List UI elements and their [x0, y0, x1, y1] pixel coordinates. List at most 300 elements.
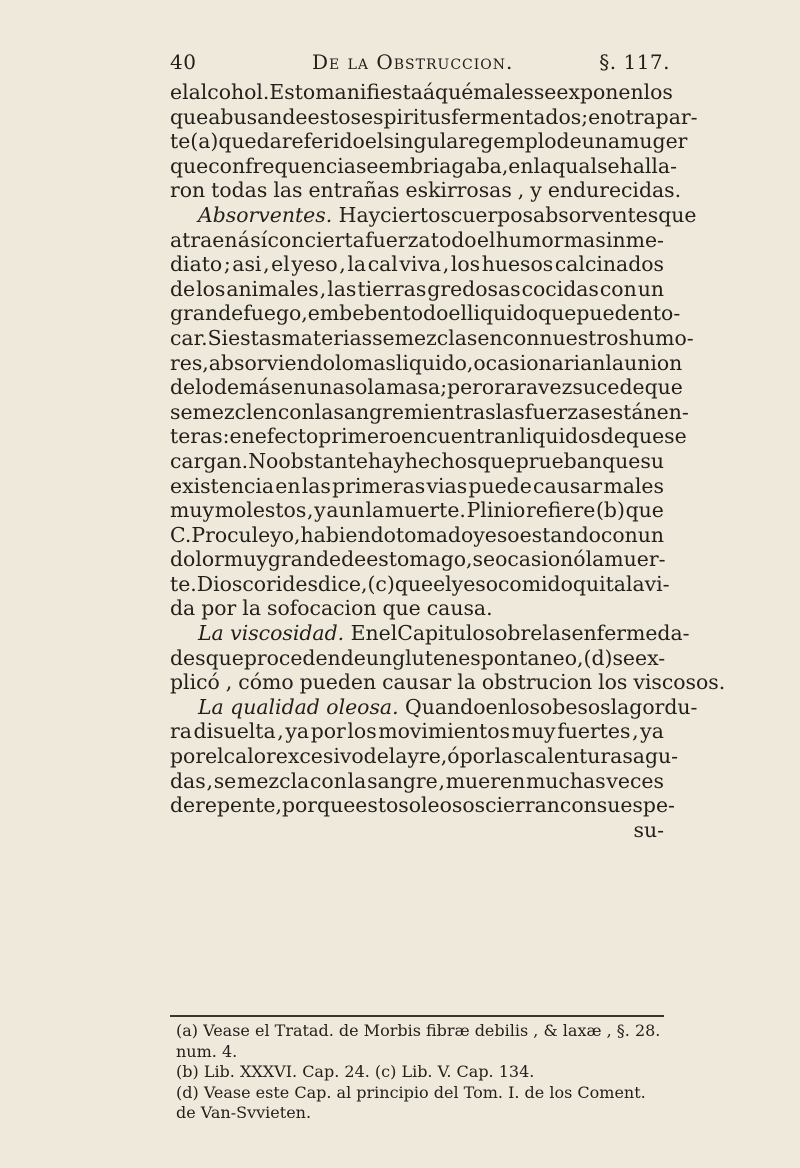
word: á [237, 227, 250, 252]
word: gredosas [427, 276, 521, 301]
word: en [588, 104, 614, 129]
word: la [605, 350, 625, 375]
word: gordu- [629, 694, 698, 719]
word: atraen [170, 227, 238, 252]
page-header [170, 50, 670, 82]
word: otra [613, 104, 656, 129]
word: en [485, 694, 511, 719]
word: la [457, 670, 476, 695]
word: que [625, 498, 664, 523]
word: singular [383, 129, 469, 154]
text-line [170, 277, 664, 302]
word: masa [386, 375, 441, 400]
word: que [477, 448, 516, 473]
word: que [538, 301, 577, 326]
word: á [422, 80, 436, 104]
text-line [170, 547, 664, 572]
italic-lead-in: Absorventes. [198, 202, 333, 227]
word: cierta [304, 227, 365, 252]
word: (d) [583, 645, 613, 670]
running-head: De la Obstruccion. [312, 50, 514, 74]
word: pero [447, 375, 495, 400]
word: , [466, 547, 473, 572]
word: alcohol. [188, 80, 270, 104]
word: muchas [525, 768, 606, 793]
word: (a) [190, 129, 219, 154]
word: con [559, 793, 597, 818]
footnotes [176, 1021, 664, 1124]
word: , [442, 252, 450, 277]
word: , [501, 153, 509, 178]
word: estando [519, 522, 601, 547]
word: que [644, 375, 683, 400]
word: movimientos [378, 719, 510, 744]
word: Plinio [466, 498, 526, 523]
word: pueden [299, 670, 377, 695]
text-line [170, 424, 687, 449]
word: exponen [556, 80, 644, 104]
word: , [440, 744, 448, 769]
word: se [597, 153, 620, 178]
word: ocasionó [495, 547, 586, 572]
word: car. [170, 325, 208, 350]
word: su [640, 448, 664, 473]
text-line [170, 301, 681, 326]
word: muy [511, 719, 556, 744]
word: lo [195, 375, 214, 400]
word: par- [655, 104, 698, 129]
word: el [271, 252, 290, 277]
text-line [170, 178, 682, 203]
word: primeras [332, 473, 426, 498]
footnote-line: (d) Vease este Cap. al principio del Tom. I. de los Coment. [176, 1082, 646, 1102]
word: habiendo [300, 522, 396, 547]
word: los [196, 276, 226, 301]
word: , [577, 645, 584, 670]
word: la [610, 694, 630, 719]
word: humo- [628, 325, 694, 350]
word: Proculeyo [191, 522, 295, 547]
word: (b) [595, 498, 625, 523]
word: aun [326, 498, 365, 523]
word: las [301, 473, 331, 498]
text-line [170, 104, 698, 130]
word: las [494, 744, 524, 769]
word: oleosos [408, 793, 486, 818]
word: No [248, 448, 279, 473]
word: la [365, 498, 385, 523]
word: males [473, 80, 534, 104]
word: porque [281, 793, 356, 818]
word: males [603, 473, 664, 498]
word: espontaneo [458, 645, 578, 670]
page-number: 40 [170, 50, 197, 74]
word: calcinados [554, 252, 664, 277]
word: veces [606, 768, 664, 793]
word: Dioscorides [196, 571, 318, 596]
word: grande [267, 547, 342, 572]
word: con [267, 227, 305, 252]
word: , [202, 350, 209, 375]
word: animales [226, 276, 319, 301]
footnote-line: de Van-Svvieten. [176, 1103, 312, 1122]
word: en- [656, 399, 689, 424]
word: ; [581, 104, 589, 129]
word: cómo [238, 670, 294, 695]
word: su- [633, 817, 664, 842]
word: existencia [170, 473, 275, 498]
word: tierras [357, 276, 427, 301]
word: se [213, 768, 237, 793]
word: por [170, 744, 206, 769]
word: Hay [332, 202, 381, 227]
word: C. [170, 522, 192, 547]
word: frequencia [245, 153, 356, 178]
word: mezclen [192, 399, 278, 424]
text-line [170, 818, 664, 843]
text-line [170, 129, 688, 154]
word: tomado [395, 522, 474, 547]
text-line [170, 523, 664, 548]
section-number: §. 117. [599, 50, 670, 74]
word: con [502, 325, 540, 350]
word: en [229, 424, 255, 449]
word: inme- [605, 227, 664, 252]
word: huesos [481, 252, 554, 277]
word: , [360, 571, 368, 596]
word: sobre [484, 621, 543, 646]
word: : [222, 424, 230, 449]
word: hay [367, 448, 405, 473]
word: causar [533, 473, 603, 498]
word: la [625, 571, 645, 596]
word: das [170, 768, 206, 793]
word: prueban [515, 448, 603, 473]
word: asi [232, 252, 262, 277]
word: muerte. [384, 498, 466, 523]
word: estas [228, 325, 282, 350]
word: fuertes [557, 719, 631, 744]
word: se [472, 547, 496, 572]
word: mas [563, 227, 606, 252]
word: por [310, 719, 346, 744]
word: que [382, 596, 421, 621]
word: , [294, 522, 301, 547]
word: , [339, 252, 346, 277]
word: fuerza [365, 227, 431, 252]
text-line [170, 252, 664, 277]
word: espiritus [360, 104, 452, 129]
word: la [314, 399, 334, 424]
word: de [170, 375, 196, 400]
word: vez [538, 375, 573, 400]
word: (c) [367, 571, 395, 596]
word: están [600, 399, 657, 424]
word: liquidos [519, 424, 601, 449]
word: se [664, 424, 687, 449]
word: diato [170, 252, 223, 277]
word: da [170, 596, 196, 621]
word: yeso [291, 252, 338, 277]
word: vi- [644, 571, 670, 596]
word: las [542, 621, 572, 646]
word: todo [402, 301, 449, 326]
word: los [450, 252, 481, 277]
word: te [170, 129, 191, 154]
text-line [170, 719, 664, 744]
word: encuentran [401, 424, 520, 449]
word: mezcla [237, 768, 310, 793]
word: se [372, 325, 395, 350]
word: que [625, 424, 665, 449]
word: Quando [398, 694, 486, 719]
word: ya [640, 719, 664, 744]
word: de [600, 424, 626, 449]
word: cierran [485, 793, 560, 818]
word: excesivo [275, 744, 364, 769]
text-line [170, 228, 664, 253]
word: abusan [208, 104, 283, 129]
word: de [282, 104, 308, 129]
word: un [637, 276, 664, 301]
word: union [624, 350, 683, 375]
word: mientras [403, 399, 496, 424]
word: muger [620, 129, 688, 154]
word: , [319, 276, 327, 301]
word: En [344, 621, 379, 646]
word: plicó [170, 670, 220, 695]
word: viscosos. [633, 670, 726, 695]
word: el [205, 744, 224, 769]
word: , [277, 719, 284, 744]
word: qué [435, 80, 474, 104]
word: lo [335, 350, 354, 375]
text-line [170, 325, 694, 351]
word: egemplo [468, 129, 557, 154]
word: embeben [307, 301, 403, 326]
word: Capitulo [397, 621, 485, 646]
word: , [275, 793, 282, 818]
word: un [637, 522, 665, 547]
word: por [201, 596, 237, 621]
word: disuelta [193, 719, 276, 744]
word: eskirrosas [405, 178, 512, 203]
word: de [170, 276, 196, 301]
word: res [170, 350, 203, 375]
word: por [459, 744, 495, 769]
word: que [394, 571, 434, 596]
text-line [170, 744, 679, 769]
italic-lead-in: La viscosidad. [198, 621, 345, 646]
text-line [170, 80, 673, 105]
word: en [508, 153, 534, 178]
word: cargan. [170, 448, 249, 473]
word: estomago [366, 547, 467, 572]
word: con [277, 399, 315, 424]
word: proceden [243, 645, 341, 670]
word: se [355, 153, 379, 178]
word: vias [426, 473, 468, 498]
word: de [341, 547, 367, 572]
word: sangre [333, 399, 404, 424]
word: ; [223, 252, 231, 277]
text-line [170, 498, 664, 523]
word: muy [223, 547, 268, 572]
word: causar [382, 670, 452, 695]
word: los [510, 694, 540, 719]
word: liquido [395, 350, 467, 375]
word: las [273, 178, 303, 203]
word: nuestros [539, 325, 629, 350]
word: yeso [473, 522, 520, 547]
word: se [170, 399, 193, 424]
word: embriagaba [378, 153, 502, 178]
word: obstrucion [481, 670, 593, 695]
word: hechos [404, 448, 478, 473]
word: Esto [269, 80, 316, 104]
word: queda [218, 129, 282, 154]
word: humor [495, 227, 564, 252]
word: referido [281, 129, 365, 154]
word: enfermeda- [571, 621, 690, 646]
word: ; [440, 375, 448, 400]
word: muy [170, 498, 214, 523]
word: ron [170, 178, 206, 203]
word: materias [281, 325, 373, 350]
word: y [530, 178, 542, 203]
word: mezclasen [394, 325, 503, 350]
footnote-line: (a) Vease el Tratad. de Morbis fibræ debilis , & laxæ , §. 28. [176, 1021, 661, 1040]
word: dice [317, 571, 361, 596]
word: con [208, 153, 246, 178]
italic-lead-in: La qualidad oleosa. [198, 694, 399, 719]
text-line [170, 375, 683, 400]
word: ayre [395, 744, 441, 769]
word: , [466, 350, 474, 375]
word: su [596, 793, 621, 818]
word: te. [170, 571, 197, 596]
word: gluten [392, 645, 459, 670]
word: que [602, 448, 641, 473]
text-line [170, 646, 664, 671]
word: grande [170, 301, 244, 326]
text-line [170, 153, 677, 179]
word: los [643, 80, 673, 104]
word: liquido [466, 301, 539, 326]
word: sola [344, 375, 387, 400]
word: , [438, 768, 445, 793]
word: absorviendo [208, 350, 336, 375]
word: fuego [243, 301, 302, 326]
word: calenturas [523, 744, 633, 769]
word: quita [572, 571, 626, 596]
text-line [170, 621, 690, 646]
word: , [517, 178, 525, 203]
text-line [170, 670, 726, 695]
word: el [433, 571, 452, 596]
word: teras [170, 424, 223, 449]
word: ocasionarian [473, 350, 606, 375]
word: viva [399, 252, 442, 277]
word: sangre [367, 768, 438, 793]
word: un [365, 645, 393, 670]
word: las [495, 399, 525, 424]
text-line [170, 399, 689, 425]
text-line [170, 202, 697, 228]
word: yeso [451, 571, 498, 596]
word: ya [285, 719, 310, 744]
text-line [170, 449, 664, 474]
word: con [600, 522, 638, 547]
word: cuerpos [450, 202, 534, 227]
word: todo [430, 227, 477, 252]
word: ó [447, 744, 460, 769]
word: que [205, 645, 244, 670]
text-line [170, 571, 670, 597]
word: del [363, 744, 396, 769]
word: el [448, 301, 467, 326]
word: obesos [539, 694, 611, 719]
word: primero [318, 424, 402, 449]
text-line [170, 769, 664, 794]
word: qual [552, 153, 598, 178]
word: que [658, 202, 697, 227]
word: sofocacion [266, 596, 377, 621]
word: agu- [632, 744, 679, 769]
word: ciertos [380, 202, 451, 227]
word: mas [353, 350, 396, 375]
word: , [306, 498, 314, 523]
word: que [170, 153, 209, 178]
word: , [206, 768, 213, 793]
word: de [170, 793, 196, 818]
word: muer- [604, 547, 666, 572]
word: el [476, 227, 496, 252]
word: la [347, 252, 367, 277]
word: molestos [214, 498, 307, 523]
word: endurecidas. [547, 178, 682, 203]
word: en [281, 375, 307, 400]
word: cocidas [521, 276, 599, 301]
word: dolor [170, 547, 224, 572]
word: en [275, 473, 301, 498]
word: des [170, 645, 206, 670]
word: los [598, 670, 628, 695]
footnote-line: (b) Lib. XXXVI. Cap. 24. (c) Lib. V. Cap. 134. [176, 1062, 535, 1081]
word: fermentados [451, 104, 582, 129]
word: con [599, 276, 637, 301]
word: ex- [635, 645, 666, 670]
word: se [612, 645, 635, 670]
word: la [585, 547, 605, 572]
word: rara [494, 375, 539, 400]
word: , [632, 719, 639, 744]
word: calor [223, 744, 276, 769]
word: comido [498, 571, 573, 596]
word: el [170, 80, 189, 104]
word: una [581, 129, 621, 154]
word: el [364, 129, 384, 154]
word: sí [250, 227, 268, 252]
word: pueden [576, 301, 653, 326]
word: de [340, 645, 366, 670]
text-line [170, 350, 683, 376]
word: ra [170, 719, 192, 744]
text-line [170, 596, 664, 621]
text-line [170, 694, 698, 720]
word: la [242, 596, 261, 621]
text-line [170, 474, 664, 499]
